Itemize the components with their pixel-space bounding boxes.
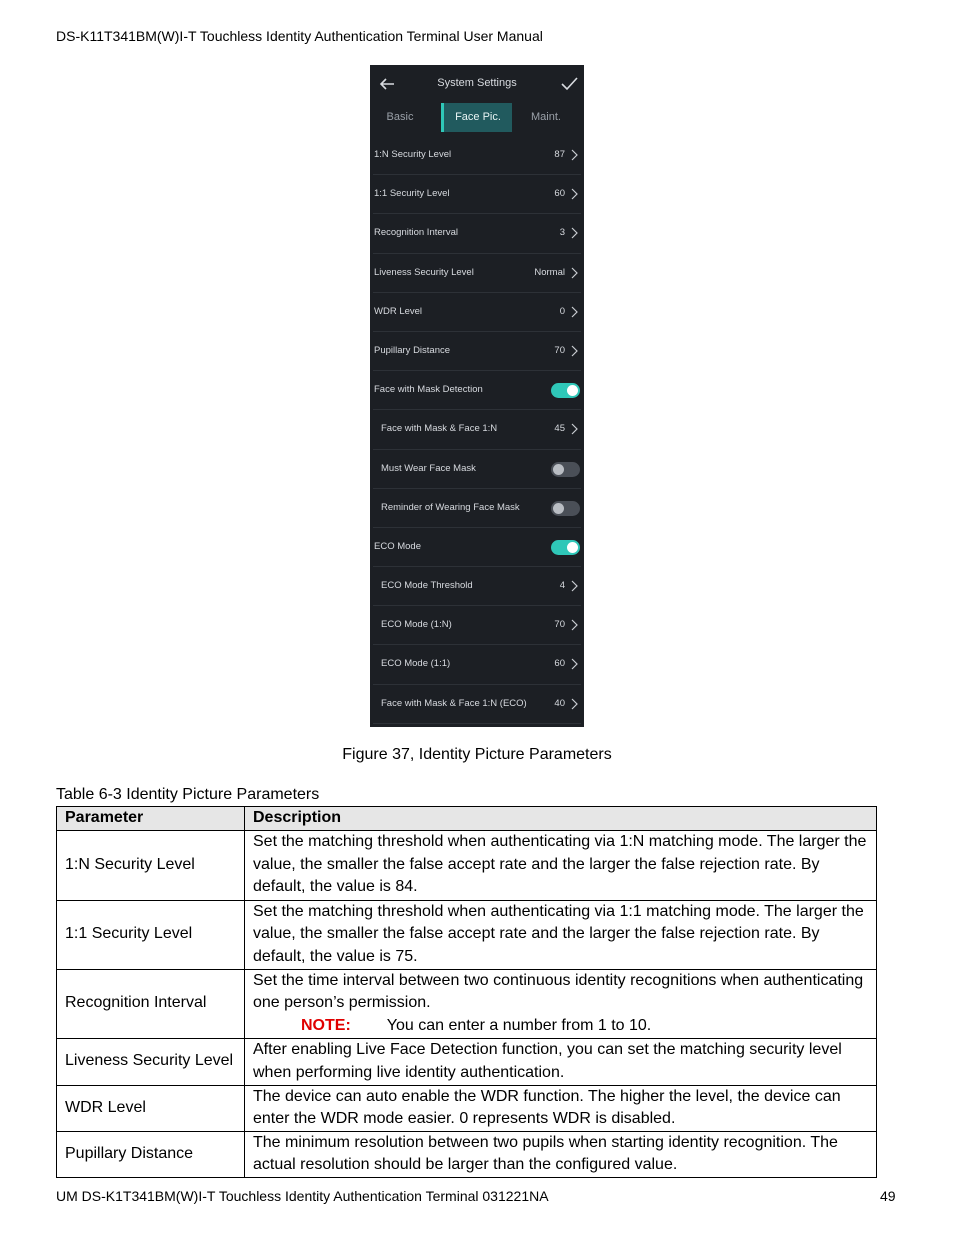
setting-row-eco-mode-1-1[interactable] xyxy=(373,645,581,684)
desc-cell: Set the matching threshold when authenticating via 1:N matching mode. The larger the value, the smaller the false accept rate and the larger the false rejection rate. By default, the value is 84. xyxy=(245,830,877,900)
tab-face-pic[interactable]: Face Pic. xyxy=(441,103,512,132)
setting-row-pupillary-distance[interactable] xyxy=(373,332,581,371)
setting-label: 1:N Security Level xyxy=(374,149,452,160)
page-number: 49 xyxy=(880,1188,896,1204)
setting-value: Normal xyxy=(534,266,565,278)
setting-value: 70 xyxy=(554,619,565,631)
desc-cell: Set the matching threshold when authenticating via 1:1 matching mode. The larger the value, the smaller the false accept rate and the larger the false rejection rate. By default, the value is 75. xyxy=(245,900,877,969)
table-row xyxy=(57,900,877,969)
desc-cell xyxy=(245,969,877,1038)
setting-label: 1:1 Security Level xyxy=(374,188,450,200)
screen-titlebar xyxy=(370,65,584,103)
setting-row-eco-mode[interactable] xyxy=(373,528,581,567)
chevron-right-icon xyxy=(571,149,579,161)
tab-basic[interactable]: Basic xyxy=(386,111,414,123)
setting-row-wdr-level[interactable] xyxy=(373,293,581,332)
chevron-right-icon xyxy=(571,658,579,670)
param-cell: 1:N Security Level xyxy=(57,830,245,900)
setting-label: WDR Level xyxy=(374,305,423,317)
param-cell: Pupillary Distance xyxy=(57,1131,245,1177)
setting-label: Liveness Security Level xyxy=(374,266,474,278)
chevron-right-icon xyxy=(571,698,579,710)
setting-value: 87 xyxy=(554,149,565,160)
table-row xyxy=(57,830,877,900)
settings-list xyxy=(370,136,584,724)
setting-value: 40 xyxy=(554,697,565,709)
page-footer: UM DS-K1T341BM(W)I-T Touchless Identity Authentication Terminal 031221NA xyxy=(56,1188,549,1204)
desc-text: Set the time interval between two continuous identity recognitions when authenticating one person’s permission. xyxy=(253,971,864,1012)
chevron-right-icon xyxy=(571,423,579,435)
setting-label: ECO Mode Threshold xyxy=(381,580,473,592)
note-line xyxy=(253,1015,868,1038)
setting-row-eco-mode-1-n[interactable] xyxy=(373,606,581,645)
toggle-knob xyxy=(567,542,578,553)
setting-row-eco-mode-threshold[interactable] xyxy=(373,567,581,606)
figure-caption: Figure 37, Identity Picture Parameters xyxy=(342,746,612,763)
setting-row-1-1-security-level[interactable] xyxy=(373,175,581,214)
setting-row-1-n-security-level[interactable] xyxy=(373,136,581,175)
desc-cell: The device can auto enable the WDR function. The higher the level, the device can enter the WDR mode easier. 0 represents WDR is disabled. xyxy=(245,1085,877,1131)
header-description: Description xyxy=(245,807,877,831)
chevron-right-icon xyxy=(571,619,579,631)
setting-row-face-with-mask-detection[interactable] xyxy=(373,371,581,410)
chevron-right-icon xyxy=(571,345,579,357)
setting-value: 4 xyxy=(559,580,565,592)
param-cell: WDR Level xyxy=(57,1085,245,1131)
toggle-knob xyxy=(553,503,564,514)
toggle-switch[interactable] xyxy=(551,501,580,516)
toggle-switch[interactable] xyxy=(551,540,580,555)
device-screen xyxy=(370,65,584,727)
setting-label: Recognition Interval xyxy=(374,227,458,239)
toggle-switch[interactable] xyxy=(551,462,580,477)
setting-value: 60 xyxy=(554,658,565,670)
table-header-row xyxy=(57,807,877,831)
setting-label: Pupillary Distance xyxy=(374,344,451,356)
setting-label: Face with Mask & Face 1:N xyxy=(381,423,498,435)
chevron-right-icon xyxy=(571,188,579,200)
chevron-right-icon xyxy=(571,580,579,592)
setting-label: Reminder of Wearing Face Mask xyxy=(381,501,520,513)
check-icon[interactable] xyxy=(560,75,578,93)
page-header: DS-K11T341BM(W)I-T Touchless Identity Authentication Terminal User Manual xyxy=(56,28,543,44)
setting-row-face-with-mask-face-1-n-eco[interactable] xyxy=(373,685,581,724)
setting-value: 3 xyxy=(559,227,565,239)
param-cell: Liveness Security Level xyxy=(57,1038,245,1085)
param-cell: Recognition Interval xyxy=(57,969,245,1038)
toggle-knob xyxy=(553,464,564,475)
setting-label: Face with Mask Detection xyxy=(374,384,483,396)
setting-label: ECO Mode (1:1) xyxy=(381,658,451,670)
setting-value: 70 xyxy=(554,344,565,356)
header-parameter: Parameter xyxy=(57,807,245,831)
setting-row-liveness-security-level[interactable] xyxy=(373,254,581,293)
setting-value: 60 xyxy=(554,188,565,200)
table-row xyxy=(57,1038,877,1085)
setting-label: Face with Mask & Face 1:N (ECO) xyxy=(381,697,527,709)
setting-value: 45 xyxy=(554,423,565,435)
desc-cell: After enabling Live Face Detection function, you can set the matching security level when performing live identity authentication. xyxy=(245,1038,877,1085)
toggle-switch[interactable] xyxy=(551,383,580,398)
setting-row-must-wear-face-mask[interactable] xyxy=(373,450,581,489)
setting-label: ECO Mode (1:N) xyxy=(381,619,452,631)
param-cell: 1:1 Security Level xyxy=(57,900,245,969)
setting-row-face-with-mask-face-1-n[interactable] xyxy=(373,410,581,449)
setting-label: Must Wear Face Mask xyxy=(381,462,476,474)
setting-label: ECO Mode xyxy=(374,540,421,552)
screen-title: System Settings xyxy=(437,77,517,89)
table-title: Table 6-3 Identity Picture Parameters xyxy=(56,786,320,803)
table-row xyxy=(57,1131,877,1177)
parameters-table xyxy=(56,806,877,1178)
chevron-right-icon xyxy=(571,267,579,279)
setting-value: 0 xyxy=(559,305,565,317)
table-row xyxy=(57,969,877,1038)
chevron-right-icon xyxy=(571,227,579,239)
setting-row-reminder-of-wearing-face-mask[interactable] xyxy=(373,489,581,528)
note-label: NOTE: xyxy=(301,1016,351,1034)
toggle-knob xyxy=(567,385,578,396)
settings-tabs xyxy=(370,103,584,132)
note-text: You can enter a number from 1 to 10. xyxy=(386,1016,652,1034)
table-row xyxy=(57,1085,877,1131)
desc-cell: The minimum resolution between two pupils when starting identity recognition. The actual resolution should be larger than the configured value. xyxy=(245,1131,877,1177)
tab-maint[interactable]: Maint. xyxy=(531,111,561,123)
chevron-right-icon xyxy=(571,306,579,318)
setting-row-recognition-interval[interactable] xyxy=(373,214,581,253)
